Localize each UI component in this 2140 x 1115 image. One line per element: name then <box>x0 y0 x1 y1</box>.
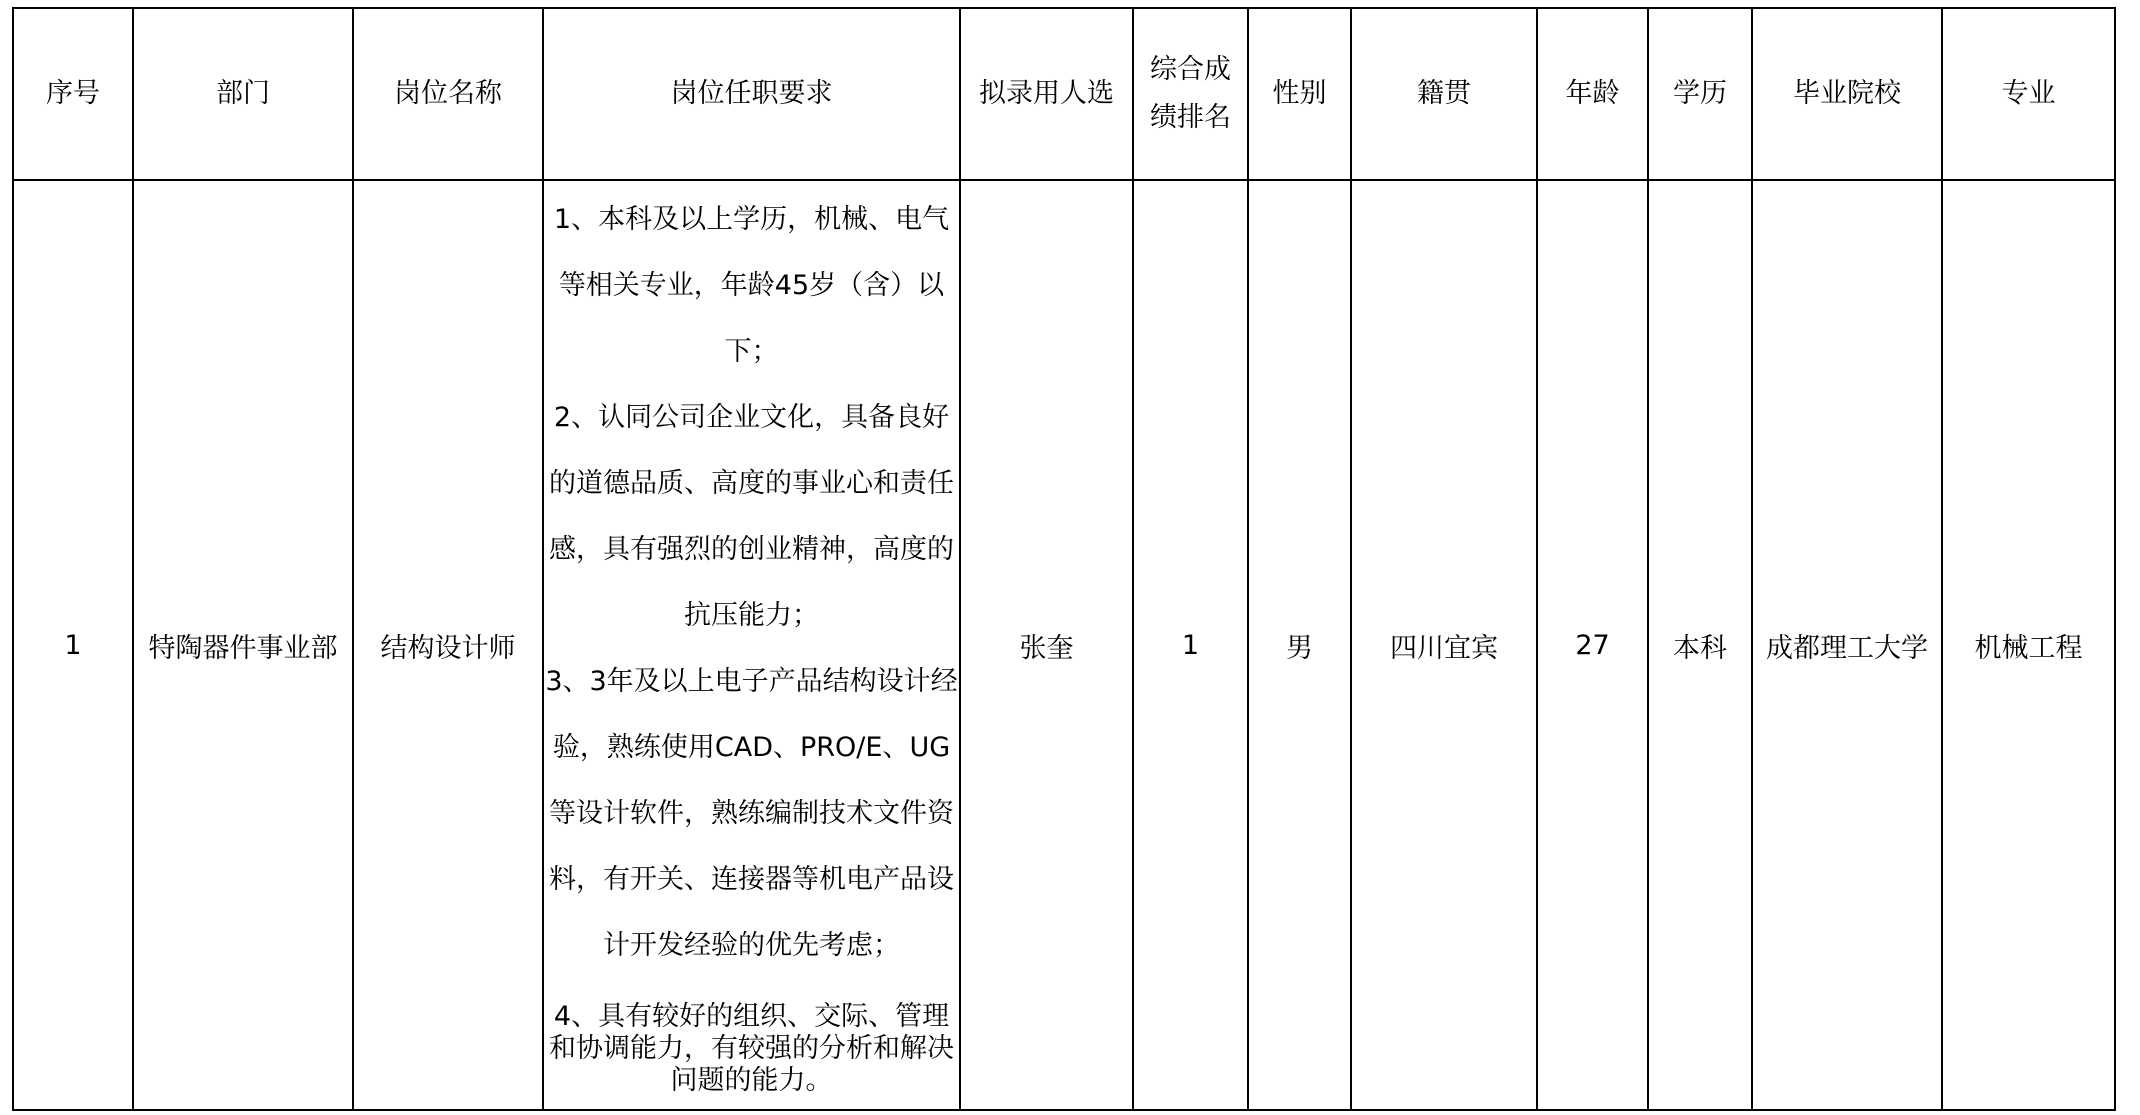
cell-seq: 1 <box>13 180 133 1110</box>
header-requirements: 岗位任职要求 <box>543 8 960 180</box>
header-age: 年龄 <box>1537 8 1648 180</box>
table-row <box>13 180 2115 1110</box>
cell-position: 结构设计师 <box>353 180 543 1110</box>
cell-hometown: 四川宜宾 <box>1351 180 1537 1110</box>
header-major: 专业 <box>1942 8 2115 180</box>
header-dept: 部门 <box>133 8 353 180</box>
header-gender: 性别 <box>1248 8 1351 180</box>
cell-dept: 特陶器件事业部 <box>133 180 353 1110</box>
cell-requirements <box>543 180 960 1110</box>
header-seq: 序号 <box>13 8 133 180</box>
header-row <box>13 8 2115 180</box>
header-hometown: 籍贯 <box>1351 8 1537 180</box>
candidate-table <box>12 7 2116 1111</box>
cell-major: 机械工程 <box>1942 180 2115 1110</box>
cell-education: 本科 <box>1648 180 1752 1110</box>
header-rank-line2: 绩排名 <box>1150 102 1231 133</box>
header-rank <box>1133 8 1248 180</box>
requirement-item-3: 3、3年及以上电子产品结构设计经验，熟练使用CAD、PRO/E、UG等设计软件，熟练编制技术文件资料，有开关、连接器等机电产品设计开发经验的优先考虑； <box>545 666 958 961</box>
cell-gender: 男 <box>1248 180 1351 1110</box>
header-rank-line1: 综合成 <box>1150 54 1231 85</box>
cell-school: 成都理工大学 <box>1752 180 1942 1110</box>
requirement-item-4: 4、具有较好的组织、交际、管理和协调能力，有较强的分析和解决问题的能力。 <box>549 1001 954 1096</box>
header-school: 毕业院校 <box>1752 8 1942 180</box>
header-candidate: 拟录用人选 <box>960 8 1133 180</box>
requirement-item-2: 2、认同公司企业文化，具备良好的道德品质、高度的事业心和责任感，具有强烈的创业精神，高度的抗压能力； <box>549 402 954 631</box>
header-education: 学历 <box>1648 8 1752 180</box>
requirement-item-1: 1、本科及以上学历，机械、电气等相关专业，年龄45岁（含）以下； <box>553 204 950 367</box>
cell-rank: 1 <box>1133 180 1248 1110</box>
cell-age: 27 <box>1537 180 1648 1110</box>
cell-candidate: 张奎 <box>960 180 1133 1110</box>
header-position: 岗位名称 <box>353 8 543 180</box>
